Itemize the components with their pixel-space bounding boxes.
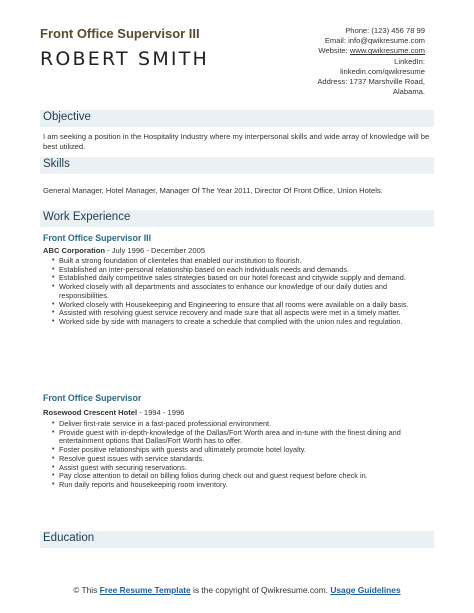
job-1-title: Front Office Supervisor III <box>43 233 152 243</box>
list-item: • Assisted with resolving guest service recovery and made sure that all aspects were met in a timely matter. <box>52 309 430 318</box>
contact-website <box>225 46 425 56</box>
resume-job-title: Front Office Supervisor III <box>40 26 200 41</box>
job-1-company: ABC Corporation <box>43 246 106 255</box>
candidate-name: ROBERT SMITH <box>40 48 210 70</box>
list-item: • Run daily reports and housekeeping room inventory. <box>52 481 430 490</box>
copyright-footer <box>40 585 434 596</box>
list-item: • Foster positive relationships with guests and ultimately promote hotel loyalty. <box>52 446 430 455</box>
contact-email: Email: info@qwikresume.com <box>324 36 425 46</box>
list-item: • Pay close attention to detail on billing folios during check out and guest request before check in. <box>52 472 430 481</box>
job-1-bullets <box>52 257 430 327</box>
skills-text: General Manager, Hotel Manager, Manager Of The Year 2011, Director Of Front Office, Union Hotels. <box>43 186 383 195</box>
list-item: • Established an inter-personal relationship based on each individuals needs and demands. <box>52 266 430 275</box>
experience-title: Work Experience <box>43 211 131 223</box>
job-1-company-line <box>43 246 205 255</box>
job-2-company-line <box>43 408 184 417</box>
list-item: • Resolve guest issues with service standards. <box>52 455 430 464</box>
skills-header-bar <box>40 157 434 174</box>
usage-guidelines-link[interactable]: Usage Guidelines <box>330 585 401 595</box>
website-label: Website: <box>318 46 350 56</box>
objective-text: I am seeking a position in the Hospitality Industry where my interpersonal skills and wide array of knowledge will be best utilized. <box>43 132 430 151</box>
education-title: Education <box>43 532 95 544</box>
list-item: • Worked side by side with managers to create a schedule that complied with the union rules and regulation. <box>52 318 430 327</box>
list-item: • Built a strong foundation of clienteles that enabled our institution to flourish. <box>52 257 430 266</box>
job-2-company: Rosewood Crescent Hotel <box>43 408 138 417</box>
free-resume-template-link[interactable]: Free Resume Template <box>99 585 191 595</box>
job-2-bullets <box>52 420 430 490</box>
list-item: • Provide guest with in-depth-knowledge of the Dallas/Fort Worth area and in-tune with the finest dining and entertainment options that Dallas/Fort Worth has to offer. <box>52 429 430 446</box>
education-header-bar <box>40 531 434 548</box>
objective-header-bar <box>40 110 434 127</box>
list-item: • Worked closely with Housekeeping and Engineering to ensure that all rooms were available on a daily basis. <box>52 301 430 310</box>
list-item: • Assist guest with securing reservations. <box>52 464 430 473</box>
contact-linkedin-value: linkedin.com/qwikresume <box>340 66 425 76</box>
contact-address-line1: Address: 1737 Marshville Road, <box>317 77 425 87</box>
website-link[interactable]: www.qwikresume.com <box>349 46 425 56</box>
copyright-icon: © <box>73 586 80 595</box>
objective-title: Objective <box>43 111 91 123</box>
contact-address-line2: Alabama. <box>392 87 425 97</box>
contact-phone: Phone: (123) 456 78 99 <box>345 26 425 35</box>
contact-block <box>225 26 425 97</box>
job-1-dates: - July 1996 - December 2005 <box>105 246 206 255</box>
list-item: • Worked closely with all departments and associates to enhance our knowledge of our daily duties and responsibilities. <box>52 283 430 300</box>
footer-text-start: This <box>79 585 100 595</box>
footer-text-middle: is the copyright of Qwikresume.com. <box>190 585 331 595</box>
job-2-title: Front Office Supervisor <box>43 393 142 403</box>
list-item: • Deliver first-rate service in a fast-paced professional environment. <box>52 420 430 429</box>
list-item: • Established daily competitive sales strategies based on our hotel forecast and citywide supply and demand. <box>52 274 430 283</box>
contact-linkedin-label: LinkedIn: <box>394 56 425 66</box>
skills-title: Skills <box>43 158 70 170</box>
job-2-dates: - 1994 - 1996 <box>137 408 185 417</box>
